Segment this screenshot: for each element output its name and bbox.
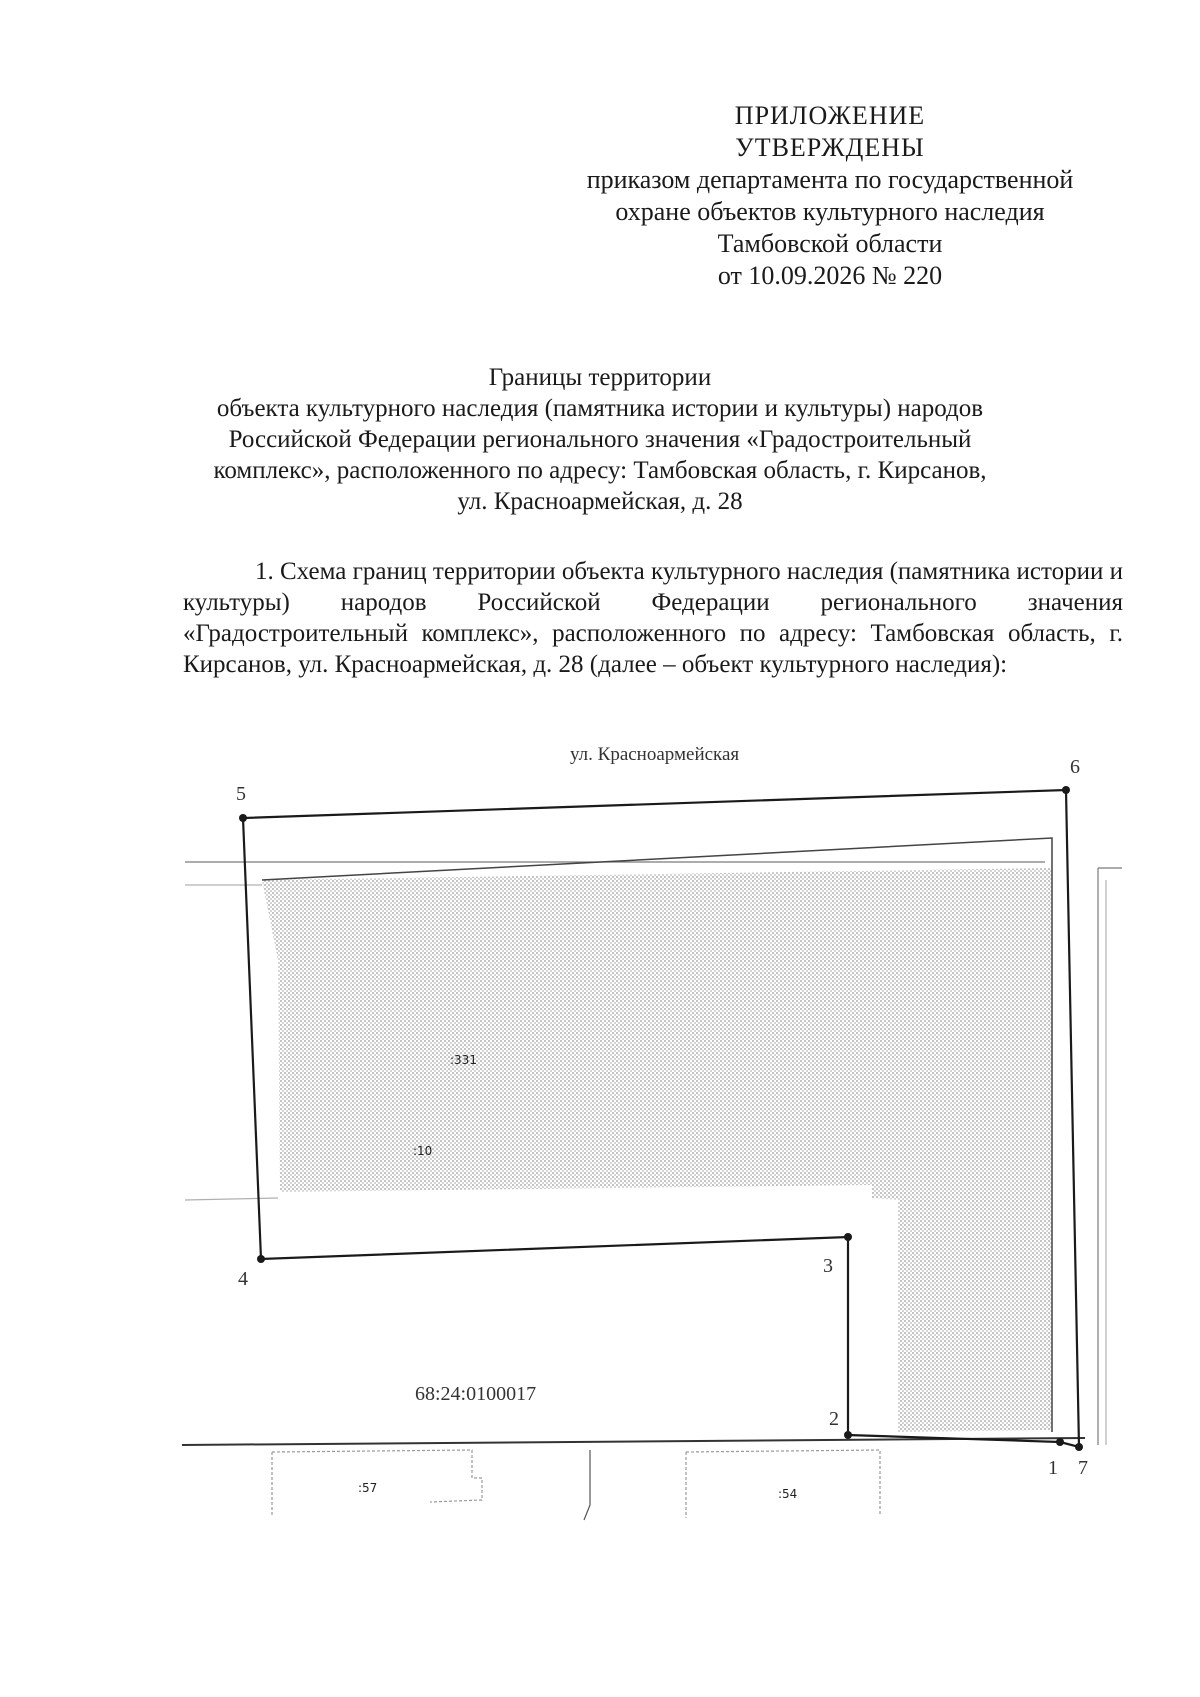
point-label-5: 5 bbox=[236, 783, 246, 805]
point-label-3: 3 bbox=[823, 1255, 833, 1277]
point-marker-2 bbox=[844, 1431, 852, 1439]
title-line-1: Границы территории bbox=[488, 364, 712, 391]
point-marker-3 bbox=[844, 1233, 852, 1241]
point-label-2: 2 bbox=[829, 1408, 839, 1430]
scheme-paragraph: 1. Схема границ территории объекта культурного наследия (памятника истории и культуры) народов Российской Федерации регионального значения «Градостроительный комплекс», расположенного по адресу: Тамбовская область, г. Кирсанов, ул. Красноармейская, д. 28 (далее – объект культурного наследия): bbox=[183, 558, 1123, 678]
title-line-4: комплекс», расположенного по адресу: Тамбовская область, г. Кирсанов, bbox=[213, 457, 987, 484]
point-marker-4 bbox=[257, 1255, 265, 1263]
point-marker-1 bbox=[1056, 1438, 1064, 1446]
parcel-label-54: :54 bbox=[778, 1487, 798, 1501]
point-marker-7 bbox=[1075, 1443, 1083, 1451]
parcel-label-331: :331 bbox=[450, 1053, 477, 1067]
point-label-6: 6 bbox=[1070, 756, 1080, 778]
point-label-4: 4 bbox=[238, 1268, 248, 1290]
street-name-label: ул. Красноармейская bbox=[570, 744, 740, 765]
cadastral-quarter-label: 68:24:0100017 bbox=[415, 1383, 537, 1405]
approved-label: УТВЕРЖДЕНЫ bbox=[735, 133, 925, 162]
title-line-5: ул. Красноармейская, д. 28 bbox=[457, 488, 743, 515]
title-line-3: Российской Федерации регионального значения «Градостроительный bbox=[228, 426, 972, 453]
appendix-label: ПРИЛОЖЕНИЕ bbox=[734, 101, 926, 130]
title-line-2: объекта культурного наследия (памятника истории и культуры) народов bbox=[216, 395, 984, 422]
point-marker-5 bbox=[239, 814, 247, 822]
order-date-number: от 10.09.2026 № 220 bbox=[717, 261, 943, 290]
point-label-7: 7 bbox=[1078, 1457, 1088, 1479]
parcel-label-57: :57 bbox=[358, 1481, 378, 1495]
point-label-1: 1 bbox=[1048, 1457, 1058, 1479]
parcel-label-10: :10 bbox=[413, 1144, 433, 1158]
region-line: Тамбовской области bbox=[717, 229, 943, 258]
point-marker-6 bbox=[1062, 786, 1070, 794]
order-line: приказом департамента по государственной bbox=[586, 165, 1074, 194]
heritage-parcel-fill bbox=[262, 868, 1052, 1432]
department-line: охране объектов культурного наследия bbox=[615, 197, 1045, 226]
